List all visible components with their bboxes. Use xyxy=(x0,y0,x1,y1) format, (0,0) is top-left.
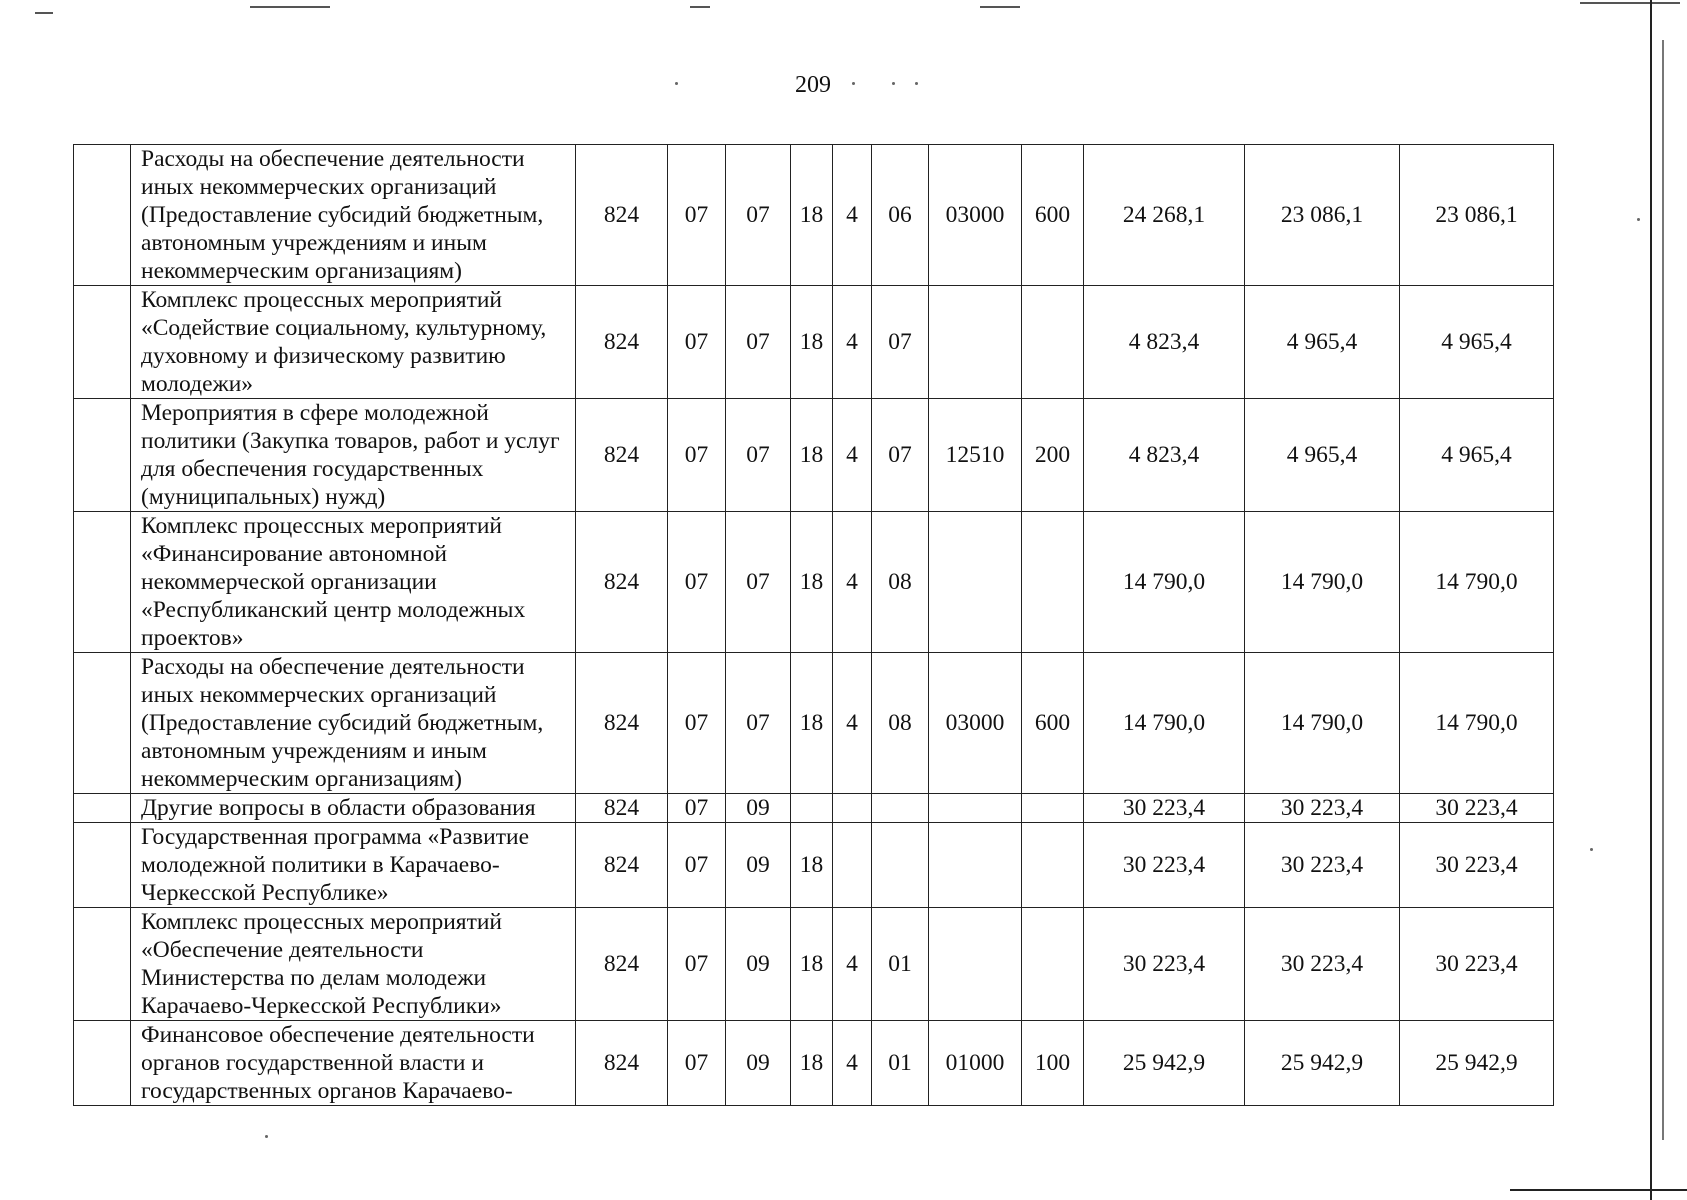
grbs-code: 824 xyxy=(576,794,668,823)
amount-year-3: 14 790,0 xyxy=(1400,653,1554,794)
amount-year-3: 30 223,4 xyxy=(1400,908,1554,1021)
element-code xyxy=(872,794,929,823)
amount-year-1: 14 790,0 xyxy=(1084,512,1245,653)
program-code: 18 xyxy=(791,908,833,1021)
element-code: 08 xyxy=(872,653,929,794)
grbs-code: 824 xyxy=(576,512,668,653)
section-code: 07 xyxy=(668,145,726,286)
row-number-cell xyxy=(74,1021,131,1106)
amount-year-3: 30 223,4 xyxy=(1400,794,1554,823)
scan-speck xyxy=(852,82,855,85)
amount-year-1: 24 268,1 xyxy=(1084,145,1245,286)
item-name: Комплекс процессных мероприятий «Обеспечение деятельности Министерства по делам молодежи Карачаево-Черкесской Республики» xyxy=(131,908,576,1021)
subprogram-code: 4 xyxy=(833,908,872,1021)
scan-speck xyxy=(1590,848,1593,851)
amount-year-2: 30 223,4 xyxy=(1245,823,1400,908)
scan-speck xyxy=(675,82,678,85)
element-code xyxy=(872,823,929,908)
grbs-code: 824 xyxy=(576,286,668,399)
grbs-code: 824 xyxy=(576,145,668,286)
direction-code xyxy=(929,908,1022,1021)
direction-code xyxy=(929,823,1022,908)
amount-year-3: 23 086,1 xyxy=(1400,145,1554,286)
subsection-code: 09 xyxy=(726,908,791,1021)
amount-year-1: 25 942,9 xyxy=(1084,1021,1245,1106)
table-row xyxy=(74,653,1554,794)
item-name: Финансовое обеспечение деятельности органов государственной власти и государственных органов Карачаево- xyxy=(131,1021,576,1106)
element-code: 07 xyxy=(872,399,929,512)
expense-type-code: 600 xyxy=(1022,653,1084,794)
program-code xyxy=(791,794,833,823)
amount-year-3: 14 790,0 xyxy=(1400,512,1554,653)
item-name: Расходы на обеспечение деятельности иных некоммерческих организаций (Предоставление субсидий бюджетным, автономным учреждениям и иным некоммерческим организациям) xyxy=(131,653,576,794)
direction-code: 03000 xyxy=(929,653,1022,794)
direction-code: 01000 xyxy=(929,1021,1022,1106)
section-code: 07 xyxy=(668,399,726,512)
program-code: 18 xyxy=(791,399,833,512)
program-code: 18 xyxy=(791,286,833,399)
program-code: 18 xyxy=(791,145,833,286)
expense-type-code xyxy=(1022,512,1084,653)
page-number: 209 xyxy=(795,72,831,98)
table-row xyxy=(74,908,1554,1021)
table-row xyxy=(74,823,1554,908)
section-code: 07 xyxy=(668,908,726,1021)
grbs-code: 824 xyxy=(576,653,668,794)
expense-type-code xyxy=(1022,908,1084,1021)
subsection-code: 07 xyxy=(726,399,791,512)
expense-type-code: 200 xyxy=(1022,399,1084,512)
element-code: 06 xyxy=(872,145,929,286)
amount-year-1: 4 823,4 xyxy=(1084,286,1245,399)
direction-code xyxy=(929,794,1022,823)
grbs-code: 824 xyxy=(576,1021,668,1106)
row-number-cell xyxy=(74,512,131,653)
direction-code xyxy=(929,286,1022,399)
table-row xyxy=(74,399,1554,512)
amount-year-3: 30 223,4 xyxy=(1400,823,1554,908)
direction-code xyxy=(929,512,1022,653)
amount-year-1: 14 790,0 xyxy=(1084,653,1245,794)
scan-artifact xyxy=(1580,2,1680,4)
program-code: 18 xyxy=(791,512,833,653)
section-code: 07 xyxy=(668,794,726,823)
scan-speck xyxy=(892,82,895,85)
subsection-code: 09 xyxy=(726,1021,791,1106)
section-code: 07 xyxy=(668,1021,726,1106)
scan-artifact xyxy=(690,6,710,8)
amount-year-2: 30 223,4 xyxy=(1245,794,1400,823)
scan-edge-line xyxy=(1662,40,1664,1140)
expense-type-code: 100 xyxy=(1022,1021,1084,1106)
row-number-cell xyxy=(74,794,131,823)
amount-year-2: 4 965,4 xyxy=(1245,399,1400,512)
grbs-code: 824 xyxy=(576,908,668,1021)
scan-speck xyxy=(265,1135,268,1138)
expense-type-code xyxy=(1022,286,1084,399)
scan-artifact xyxy=(980,6,1020,8)
row-number-cell xyxy=(74,823,131,908)
item-name: Другие вопросы в области образования xyxy=(131,794,576,823)
item-name: Расходы на обеспечение деятельности иных некоммерческих организаций (Предоставление субсидий бюджетным, автономным учреждениям и иным некоммерческим организациям) xyxy=(131,145,576,286)
item-name: Мероприятия в сфере молодежной политики (Закупка товаров, работ и услуг для обеспечения государственных (муниципальных) нужд) xyxy=(131,399,576,512)
amount-year-1: 4 823,4 xyxy=(1084,399,1245,512)
element-code: 01 xyxy=(872,1021,929,1106)
scan-speck xyxy=(1637,218,1640,221)
expense-type-code: 600 xyxy=(1022,145,1084,286)
budget-table xyxy=(73,144,1554,1106)
subprogram-code: 4 xyxy=(833,512,872,653)
item-name: Комплекс процессных мероприятий «Содействие социальному, культурному, духовному и физическому развитию молодежи» xyxy=(131,286,576,399)
subsection-code: 07 xyxy=(726,512,791,653)
scan-artifact xyxy=(35,12,53,14)
subprogram-code xyxy=(833,794,872,823)
amount-year-2: 25 942,9 xyxy=(1245,1021,1400,1106)
subprogram-code: 4 xyxy=(833,286,872,399)
amount-year-3: 25 942,9 xyxy=(1400,1021,1554,1106)
table-row xyxy=(74,286,1554,399)
section-code: 07 xyxy=(668,823,726,908)
subprogram-code: 4 xyxy=(833,1021,872,1106)
subsection-code: 07 xyxy=(726,286,791,399)
subsection-code: 07 xyxy=(726,653,791,794)
scan-speck xyxy=(915,82,918,85)
amount-year-1: 30 223,4 xyxy=(1084,908,1245,1021)
amount-year-3: 4 965,4 xyxy=(1400,399,1554,512)
section-code: 07 xyxy=(668,653,726,794)
subprogram-code xyxy=(833,823,872,908)
table-row xyxy=(74,794,1554,823)
scan-edge-line xyxy=(1650,0,1652,1200)
program-code: 18 xyxy=(791,823,833,908)
scan-artifact xyxy=(250,6,330,8)
amount-year-2: 23 086,1 xyxy=(1245,145,1400,286)
grbs-code: 824 xyxy=(576,823,668,908)
grbs-code: 824 xyxy=(576,399,668,512)
expense-type-code xyxy=(1022,794,1084,823)
item-name: Государственная программа «Развитие молодежной политики в Карачаево-Черкесской Республике» xyxy=(131,823,576,908)
amount-year-2: 30 223,4 xyxy=(1245,908,1400,1021)
expense-type-code xyxy=(1022,823,1084,908)
row-number-cell xyxy=(74,286,131,399)
table-row xyxy=(74,1021,1554,1106)
direction-code: 03000 xyxy=(929,145,1022,286)
item-name: Комплекс процессных мероприятий «Финансирование автономной некоммерческой организации «Республиканский центр молодежных проектов» xyxy=(131,512,576,653)
section-code: 07 xyxy=(668,512,726,653)
subsection-code: 09 xyxy=(726,794,791,823)
scan-artifact xyxy=(1510,1189,1687,1191)
amount-year-3: 4 965,4 xyxy=(1400,286,1554,399)
subprogram-code: 4 xyxy=(833,653,872,794)
subprogram-code: 4 xyxy=(833,145,872,286)
program-code: 18 xyxy=(791,653,833,794)
direction-code: 12510 xyxy=(929,399,1022,512)
table-row xyxy=(74,512,1554,653)
row-number-cell xyxy=(74,145,131,286)
element-code: 07 xyxy=(872,286,929,399)
table-row xyxy=(74,145,1554,286)
element-code: 01 xyxy=(872,908,929,1021)
section-code: 07 xyxy=(668,286,726,399)
amount-year-2: 4 965,4 xyxy=(1245,286,1400,399)
amount-year-1: 30 223,4 xyxy=(1084,794,1245,823)
amount-year-2: 14 790,0 xyxy=(1245,512,1400,653)
amount-year-1: 30 223,4 xyxy=(1084,823,1245,908)
row-number-cell xyxy=(74,399,131,512)
row-number-cell xyxy=(74,908,131,1021)
element-code: 08 xyxy=(872,512,929,653)
program-code: 18 xyxy=(791,1021,833,1106)
subprogram-code: 4 xyxy=(833,399,872,512)
subsection-code: 07 xyxy=(726,145,791,286)
row-number-cell xyxy=(74,653,131,794)
subsection-code: 09 xyxy=(726,823,791,908)
amount-year-2: 14 790,0 xyxy=(1245,653,1400,794)
